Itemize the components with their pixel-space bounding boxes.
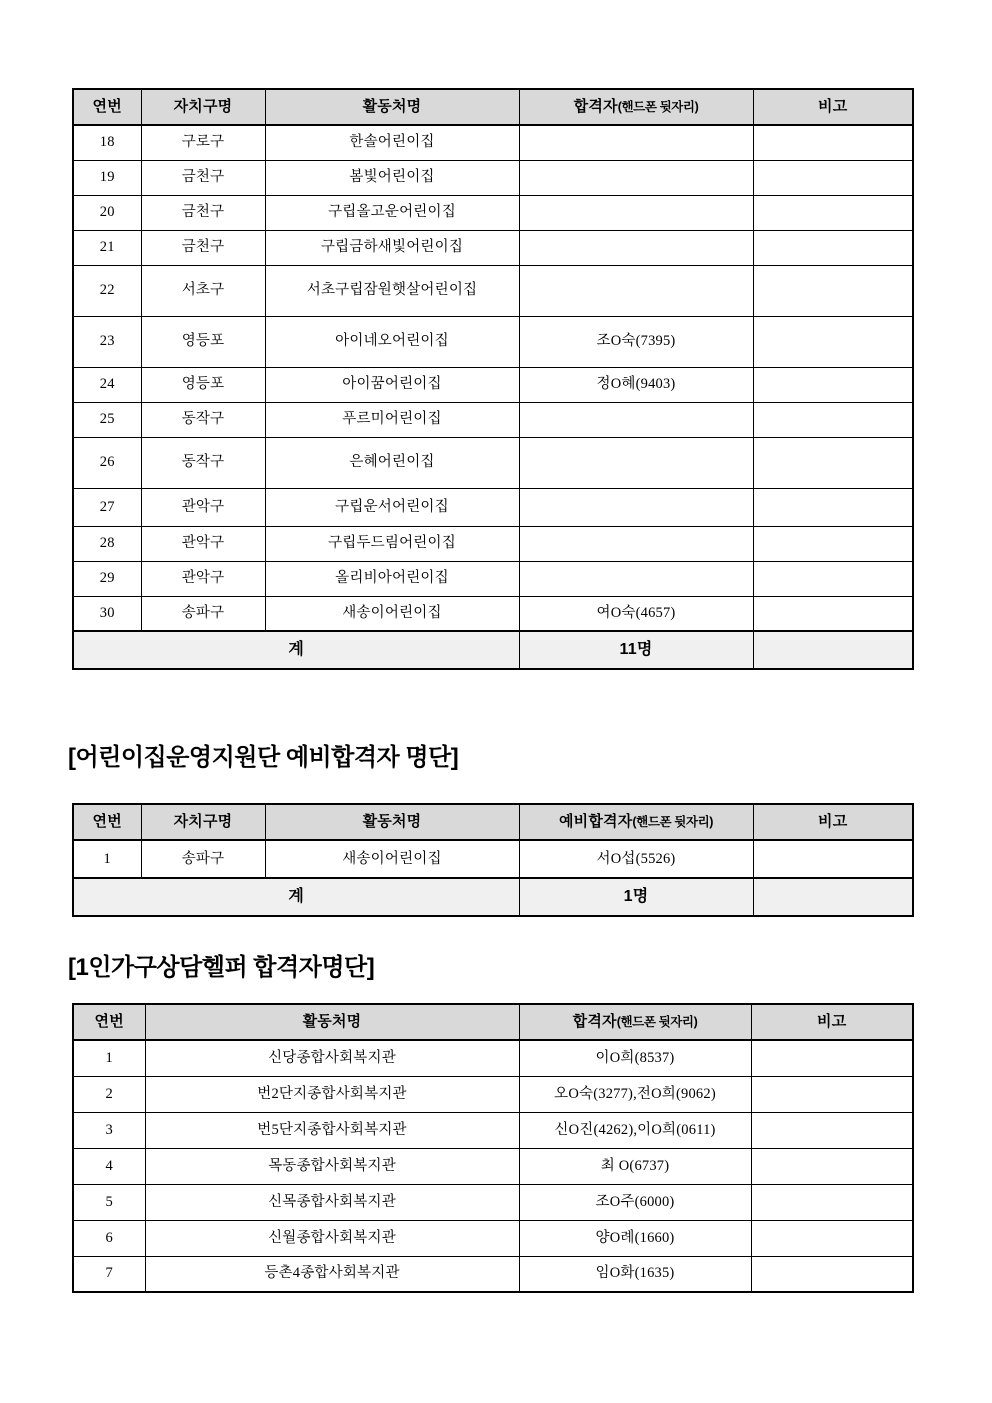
table-row [73, 1184, 913, 1220]
daycare-pass-table [72, 88, 914, 670]
table-row [73, 1076, 913, 1112]
cell-no: 27 [73, 488, 141, 526]
cell-workplace: 번2단지종합사회복지관 [145, 1076, 519, 1112]
cell-passer [519, 265, 753, 316]
column-header-passer-sub: (핸드폰 뒷자리) [616, 1015, 698, 1030]
column-header-no: 연번 [73, 804, 141, 840]
cell-passer [519, 160, 753, 195]
cell-workplace: 번5단지종합사회복지관 [145, 1112, 519, 1148]
column-header-reserve-passer [519, 804, 753, 840]
cell-no: 1 [73, 1040, 145, 1076]
cell-no: 18 [73, 125, 141, 160]
cell-passer: 양O례(1660) [519, 1220, 751, 1256]
cell-passer [519, 195, 753, 230]
cell-passer [519, 125, 753, 160]
cell-passer [519, 526, 753, 561]
cell-workplace: 한솔어린이집 [265, 125, 519, 160]
table-row [73, 1256, 913, 1292]
cell-passer: 정O혜(9403) [519, 367, 753, 402]
table-total-row [73, 878, 913, 916]
single-household-helper-table [72, 1003, 914, 1293]
table-row [73, 1220, 913, 1256]
total-count: 1명 [519, 878, 753, 916]
cell-no: 19 [73, 160, 141, 195]
column-header-no: 연번 [73, 89, 141, 125]
cell-no: 26 [73, 437, 141, 488]
column-header-passer-main: 합격자 [572, 1013, 617, 1031]
daycare-reserve-table-body [73, 840, 913, 916]
cell-no: 3 [73, 1112, 145, 1148]
cell-remarks [753, 437, 913, 488]
daycare-pass-table-body [73, 125, 913, 669]
table-row [73, 1148, 913, 1184]
cell-district: 영등포 [141, 316, 265, 367]
cell-remarks [751, 1040, 913, 1076]
column-header-workplace: 활동처명 [265, 804, 519, 840]
cell-workplace: 구립금하새빛어린이집 [265, 230, 519, 265]
table-total-row [73, 631, 913, 669]
table-row [73, 596, 913, 631]
cell-remarks [753, 402, 913, 437]
cell-district: 금천구 [141, 230, 265, 265]
cell-workplace: 봄빛어린이집 [265, 160, 519, 195]
cell-passer: 서O섭(5526) [519, 840, 753, 878]
cell-workplace: 등촌4종합사회복지관 [145, 1256, 519, 1292]
cell-workplace: 올리비아어린이집 [265, 561, 519, 596]
cell-district: 동작구 [141, 437, 265, 488]
column-header-workplace: 활동처명 [265, 89, 519, 125]
total-count: 11명 [519, 631, 753, 669]
cell-passer [519, 230, 753, 265]
cell-district: 관악구 [141, 488, 265, 526]
table-row [73, 840, 913, 878]
daycare-pass-table-head [73, 89, 913, 125]
cell-passer: 여O숙(4657) [519, 596, 753, 631]
cell-district: 금천구 [141, 160, 265, 195]
cell-remarks [751, 1148, 913, 1184]
table-row [73, 1040, 913, 1076]
cell-remarks [753, 488, 913, 526]
cell-passer [519, 488, 753, 526]
table-row [73, 437, 913, 488]
total-remarks [753, 878, 913, 916]
column-header-district: 자치구명 [141, 89, 265, 125]
table-header-row [73, 1004, 913, 1040]
daycare-reserve-table-container [72, 803, 914, 917]
cell-workplace: 신당종합사회복지관 [145, 1040, 519, 1076]
table-row [73, 125, 913, 160]
table-row [73, 1112, 913, 1148]
cell-workplace: 신월종합사회복지관 [145, 1220, 519, 1256]
cell-remarks [751, 1184, 913, 1220]
cell-remarks [751, 1220, 913, 1256]
cell-workplace: 구립올고운어린이집 [265, 195, 519, 230]
cell-remarks [753, 840, 913, 878]
cell-remarks [753, 561, 913, 596]
cell-no: 25 [73, 402, 141, 437]
cell-no: 21 [73, 230, 141, 265]
cell-workplace: 새송이어린이집 [265, 840, 519, 878]
cell-remarks [751, 1256, 913, 1292]
column-header-reserve-passer-sub: (핸드폰 뒷자리) [632, 815, 714, 830]
cell-no: 23 [73, 316, 141, 367]
cell-passer: 이O희(8537) [519, 1040, 751, 1076]
total-label: 계 [73, 878, 519, 916]
column-header-passer [519, 1004, 751, 1040]
total-remarks [753, 631, 913, 669]
cell-remarks [753, 596, 913, 631]
cell-workplace: 아이꿈어린이집 [265, 367, 519, 402]
column-header-remarks: 비고 [751, 1004, 913, 1040]
column-header-no: 연번 [73, 1004, 145, 1040]
table-row [73, 316, 913, 367]
table-row [73, 402, 913, 437]
cell-no: 20 [73, 195, 141, 230]
total-label: 계 [73, 631, 519, 669]
cell-passer [519, 437, 753, 488]
cell-workplace: 서초구립잠원햇살어린이집 [265, 265, 519, 316]
cell-no: 22 [73, 265, 141, 316]
section-heading-daycare-reserve: [어린이집운영지원단 예비합격자 명단] [68, 744, 459, 771]
cell-passer: 신O진(4262),이O희(0611) [519, 1112, 751, 1148]
column-header-reserve-passer-main: 예비합격자 [558, 813, 633, 831]
cell-passer [519, 561, 753, 596]
cell-no: 6 [73, 1220, 145, 1256]
cell-district: 관악구 [141, 526, 265, 561]
column-header-remarks: 비고 [753, 89, 913, 125]
cell-remarks [751, 1112, 913, 1148]
column-header-passer-sub: (핸드폰 뒷자리) [617, 100, 699, 115]
cell-remarks [751, 1076, 913, 1112]
table-row [73, 488, 913, 526]
single-household-helper-table-body [73, 1040, 913, 1292]
cell-passer: 오O숙(3277),전O희(9062) [519, 1076, 751, 1112]
cell-workplace: 아이네오어린이집 [265, 316, 519, 367]
cell-remarks [753, 160, 913, 195]
cell-district: 동작구 [141, 402, 265, 437]
daycare-reserve-table [72, 803, 914, 917]
table-row [73, 526, 913, 561]
cell-district: 송파구 [141, 840, 265, 878]
column-header-workplace: 활동처명 [145, 1004, 519, 1040]
cell-district: 영등포 [141, 367, 265, 402]
single-household-helper-table-head [73, 1004, 913, 1040]
table-row [73, 195, 913, 230]
column-header-district: 자치구명 [141, 804, 265, 840]
column-header-passer-main: 합격자 [573, 98, 618, 116]
cell-workplace: 목동종합사회복지관 [145, 1148, 519, 1184]
cell-no: 5 [73, 1184, 145, 1220]
cell-no: 7 [73, 1256, 145, 1292]
cell-district: 서초구 [141, 265, 265, 316]
cell-no: 4 [73, 1148, 145, 1184]
cell-district: 관악구 [141, 561, 265, 596]
table-header-row [73, 804, 913, 840]
table-row [73, 160, 913, 195]
cell-remarks [753, 195, 913, 230]
daycare-pass-table-container [72, 88, 914, 670]
cell-workplace: 구립운서어린이집 [265, 488, 519, 526]
cell-workplace: 푸르미어린이집 [265, 402, 519, 437]
cell-remarks [753, 526, 913, 561]
cell-workplace: 은혜어린이집 [265, 437, 519, 488]
cell-remarks [753, 265, 913, 316]
table-row [73, 367, 913, 402]
table-row [73, 561, 913, 596]
cell-passer: 최 O(6737) [519, 1148, 751, 1184]
table-row [73, 230, 913, 265]
cell-district: 구로구 [141, 125, 265, 160]
cell-remarks [753, 125, 913, 160]
column-header-remarks: 비고 [753, 804, 913, 840]
cell-no: 2 [73, 1076, 145, 1112]
cell-workplace: 새송이어린이집 [265, 596, 519, 631]
cell-remarks [753, 367, 913, 402]
cell-remarks [753, 230, 913, 265]
cell-passer: 조O숙(7395) [519, 316, 753, 367]
single-household-helper-table-container [72, 1003, 914, 1293]
table-header-row [73, 89, 913, 125]
cell-passer: 조O주(6000) [519, 1184, 751, 1220]
cell-no: 30 [73, 596, 141, 631]
cell-no: 28 [73, 526, 141, 561]
cell-passer [519, 402, 753, 437]
cell-workplace: 구립두드림어린이집 [265, 526, 519, 561]
cell-no: 29 [73, 561, 141, 596]
cell-district: 송파구 [141, 596, 265, 631]
daycare-reserve-table-head [73, 804, 913, 840]
table-row [73, 265, 913, 316]
section-heading-single-household-helper: [1인가구상담헬퍼 합격자명단] [68, 954, 375, 981]
cell-remarks [753, 316, 913, 367]
cell-workplace: 신목종합사회복지관 [145, 1184, 519, 1220]
cell-no: 1 [73, 840, 141, 878]
cell-passer: 임O화(1635) [519, 1256, 751, 1292]
column-header-passer [519, 89, 753, 125]
cell-district: 금천구 [141, 195, 265, 230]
cell-no: 24 [73, 367, 141, 402]
